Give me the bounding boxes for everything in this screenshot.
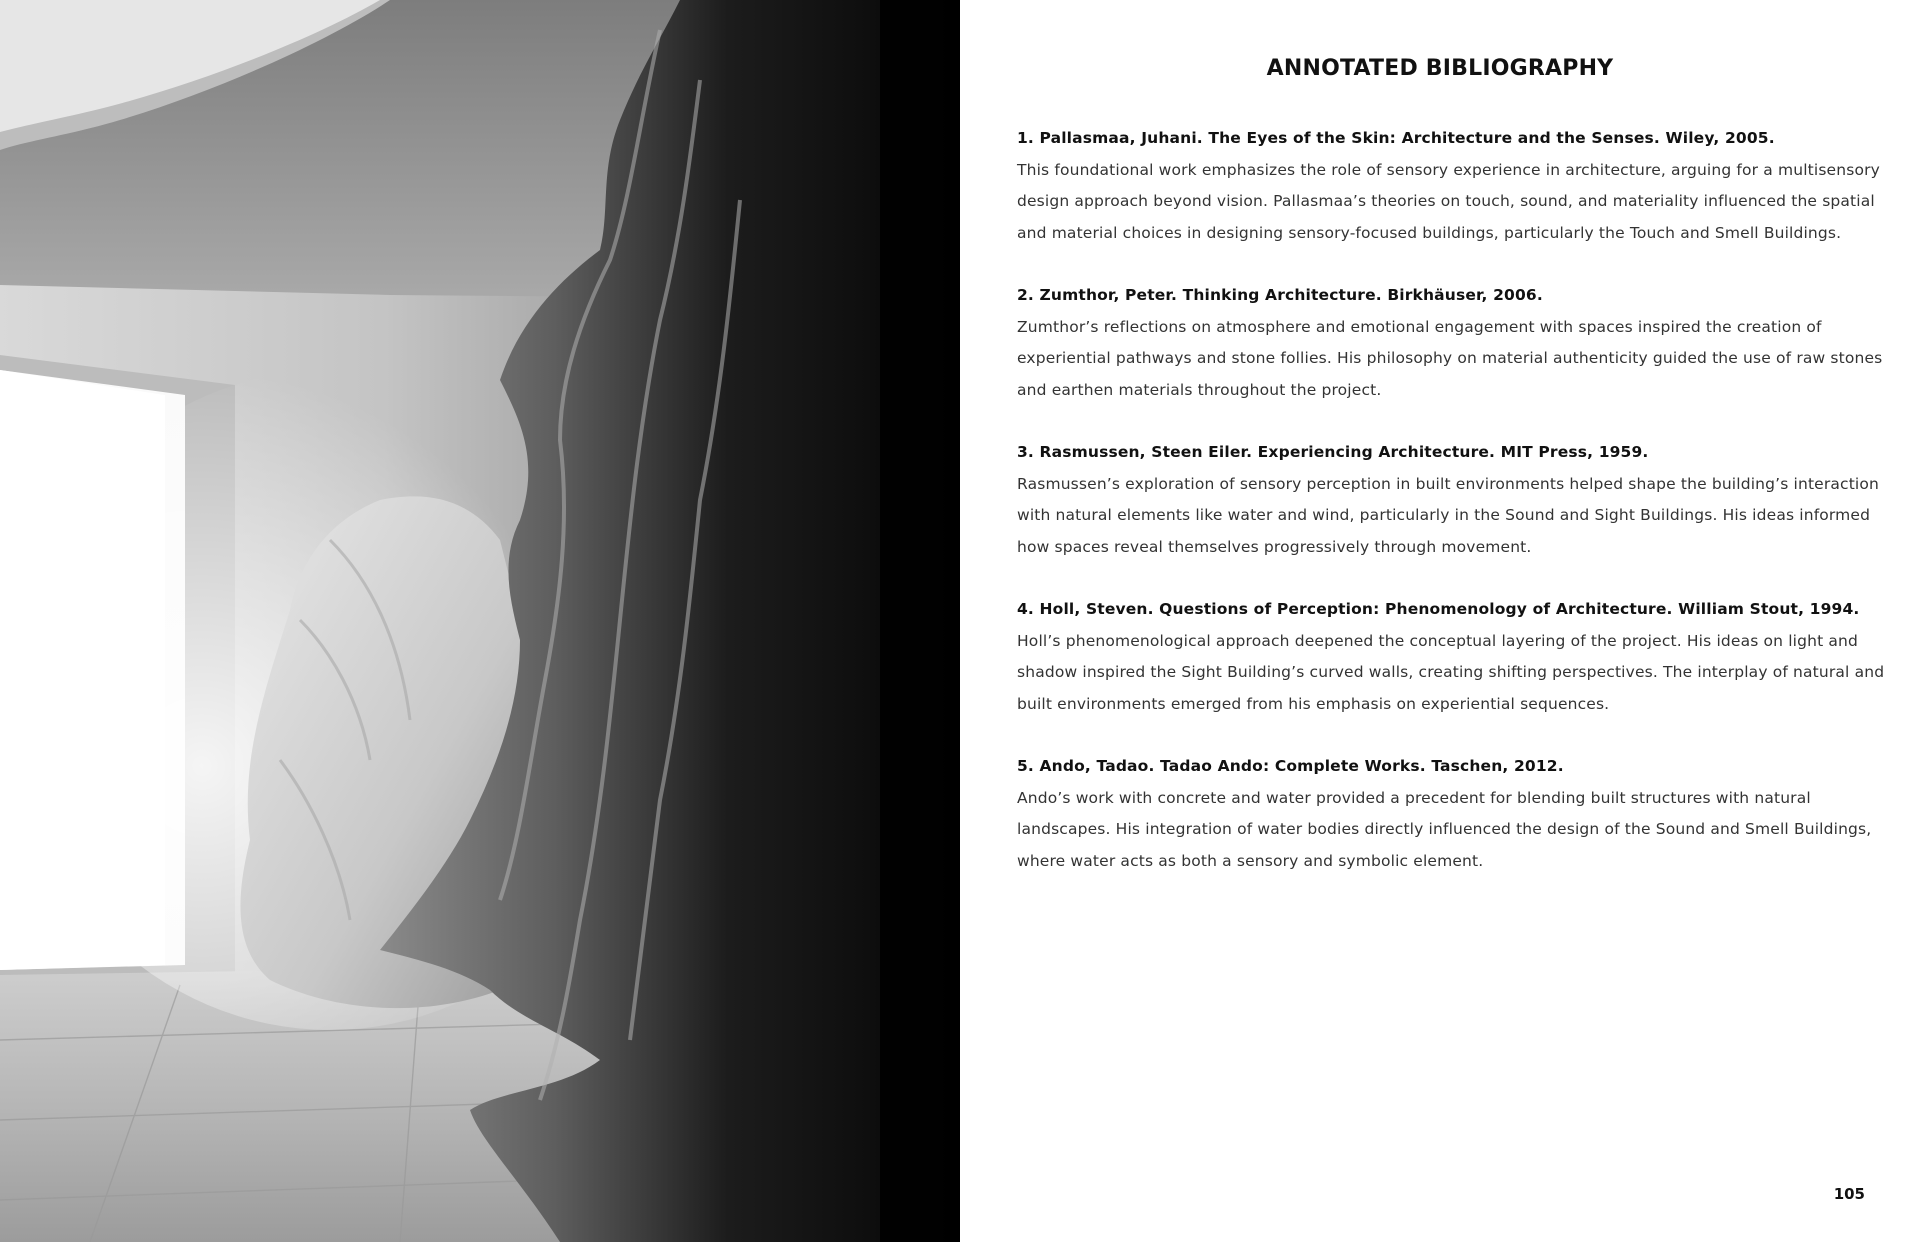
entry-annotation: Holl’s phenomenological approach deepened the conceptual layering of the project. His ideas on light and shadow inspired the Sight Building’s curved walls, creating shifting perspectives. The interplay of natural and built environments emerged from his emphasis on experiential sequences.: [1017, 631, 1885, 713]
entry-citation: 2. Zumthor, Peter. Thinking Architecture. Birkhäuser, 2006.: [1017, 286, 1543, 304]
entry-citation: 5. Ando, Tadao. Tadao Ando: Complete Works. Taschen, 2012.: [1017, 757, 1564, 775]
page-title: ANNOTATED BIBLIOGRAPHY: [1266, 56, 1614, 81]
bibliography-entry: [1017, 123, 1897, 249]
page-number: 105: [1833, 1185, 1865, 1203]
bibliography-page: [960, 0, 1920, 1242]
entry-annotation: This foundational work emphasizes the role of sensory experience in architecture, arguing for a multisensory design approach beyond vision. Pallasmaa’s theories on touch, sound, and materiality influenced the spatial and material choices in designing sensory-focused buildings, particularly the Touch and Smell Buildings.: [1017, 160, 1880, 242]
entry-annotation: Rasmussen’s exploration of sensory perception in built environments helped shape the building’s interaction with natural elements like water and wind, particularly in the Sound and Sight Buildings. His ideas informed how spaces reveal themselves progressively through movement.: [1017, 474, 1879, 556]
entry-citation: 3. Rasmussen, Steen Eiler. Experiencing Architecture. MIT Press, 1959.: [1017, 443, 1649, 461]
entry-citation: 4. Holl, Steven. Questions of Perception: Phenomenology of Architecture. William Stout, 1994.: [1017, 600, 1860, 618]
entry-annotation: Zumthor’s reflections on atmosphere and emotional engagement with spaces inspired the creation of experiential pathways and stone follies. His philosophy on material authenticity guided the use of raw stones and earthen materials throughout the project.: [1017, 317, 1883, 399]
bibliography-list: [1017, 123, 1897, 908]
entry-annotation: Ando’s work with concrete and water provided a precedent for blending built structures with natural landscapes. His integration of water bodies directly influenced the design of the Sound and Smell Buildings, where water acts as both a sensory and symbolic element.: [1017, 788, 1872, 870]
bibliography-entry: [1017, 594, 1897, 720]
bibliography-entry: [1017, 751, 1897, 877]
entry-citation: 1. Pallasmaa, Juhani. The Eyes of the Skin: Architecture and the Senses. Wiley, 2005.: [1017, 129, 1775, 147]
bibliography-entry: [1017, 280, 1897, 406]
bibliography-entry: [1017, 437, 1897, 563]
